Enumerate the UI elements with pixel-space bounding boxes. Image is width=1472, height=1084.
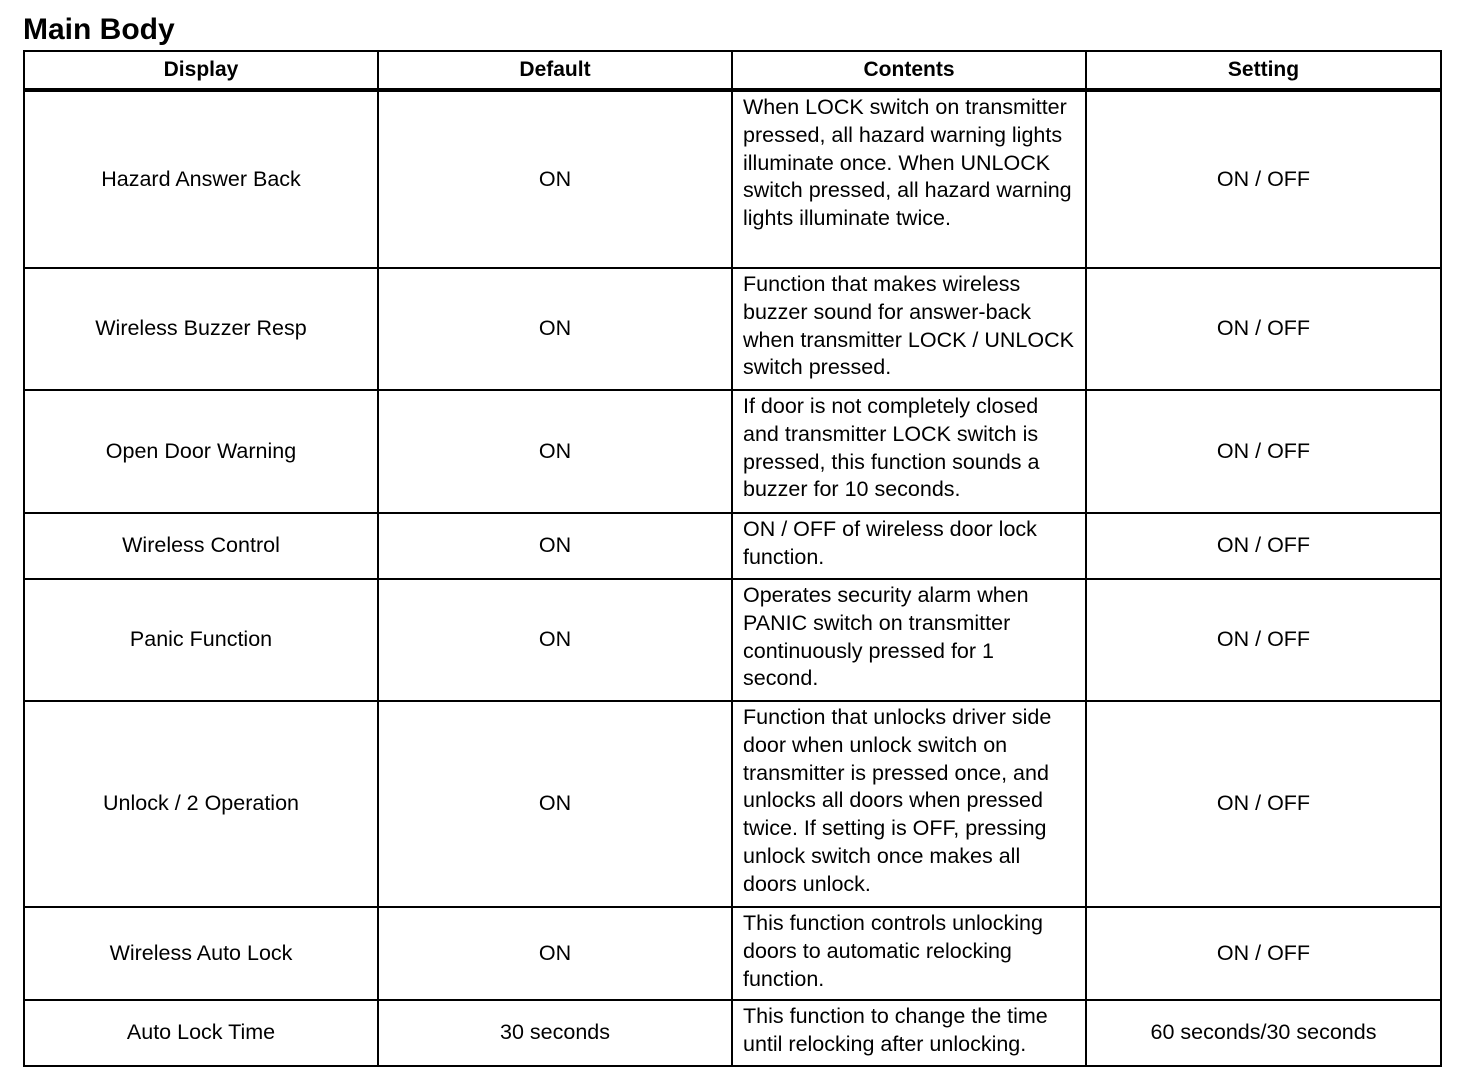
default-cell: ON bbox=[378, 579, 732, 701]
display-cell: Open Door Warning bbox=[24, 390, 378, 513]
display-cell: Auto Lock Time bbox=[24, 1000, 378, 1066]
header-row bbox=[24, 51, 1441, 90]
table-row bbox=[24, 701, 1441, 907]
contents-cell: ON / OFF of wireless door lock function. bbox=[732, 513, 1086, 579]
contents-cell: Function that makes wireless buzzer sound for answer-back when transmitter LOCK / UNLOCK switch pressed. bbox=[732, 268, 1086, 390]
default-cell: ON bbox=[378, 907, 732, 1000]
setting-cell: ON / OFF bbox=[1086, 701, 1441, 907]
contents-cell: This function controls unlocking doors to automatic relocking function. bbox=[732, 907, 1086, 1000]
contents-cell: When LOCK switch on transmitter pressed, all hazard warning lights illuminate once. When UNLOCK switch pressed, all hazard warning lights illuminate twice. bbox=[732, 90, 1086, 268]
contents-cell: This function to change the time until relocking after unlocking. bbox=[732, 1000, 1086, 1066]
table-row bbox=[24, 907, 1441, 1000]
table-row bbox=[24, 268, 1441, 390]
display-cell: Wireless Auto Lock bbox=[24, 907, 378, 1000]
table-row bbox=[24, 1000, 1441, 1066]
contents-cell: Function that unlocks driver side door when unlock switch on transmitter is pressed once, and unlocks all doors when pressed twice. If setting is OFF, pressing unlock switch once makes all doors unlock. bbox=[732, 701, 1086, 907]
contents-cell: Operates security alarm when PANIC switch on transmitter continuously pressed for 1 second. bbox=[732, 579, 1086, 701]
setting-cell: ON / OFF bbox=[1086, 907, 1441, 1000]
table-row bbox=[24, 579, 1441, 701]
setting-cell: ON / OFF bbox=[1086, 268, 1441, 390]
column-header-contents: Contents bbox=[732, 51, 1086, 90]
setting-cell: 60 seconds/30 seconds bbox=[1086, 1000, 1441, 1066]
default-cell: ON bbox=[378, 390, 732, 513]
default-cell: ON bbox=[378, 513, 732, 579]
column-header-display: Display bbox=[24, 51, 378, 90]
table-row bbox=[24, 90, 1441, 268]
settings-table bbox=[23, 50, 1442, 1067]
display-cell: Hazard Answer Back bbox=[24, 90, 378, 268]
setting-cell: ON / OFF bbox=[1086, 90, 1441, 268]
default-cell: 30 seconds bbox=[378, 1000, 732, 1066]
display-cell: Wireless Buzzer Resp bbox=[24, 268, 378, 390]
table-row bbox=[24, 390, 1441, 513]
contents-cell: If door is not completely closed and transmitter LOCK switch is pressed, this function sounds a buzzer for 10 seconds. bbox=[732, 390, 1086, 513]
display-cell: Wireless Control bbox=[24, 513, 378, 579]
display-cell: Panic Function bbox=[24, 579, 378, 701]
setting-cell: ON / OFF bbox=[1086, 579, 1441, 701]
default-cell: ON bbox=[378, 701, 732, 907]
column-header-default: Default bbox=[378, 51, 732, 90]
setting-cell: ON / OFF bbox=[1086, 390, 1441, 513]
default-cell: ON bbox=[378, 268, 732, 390]
page-title: Main Body bbox=[23, 13, 175, 46]
default-cell: ON bbox=[378, 90, 732, 268]
display-cell: Unlock / 2 Operation bbox=[24, 701, 378, 907]
setting-cell: ON / OFF bbox=[1086, 513, 1441, 579]
column-header-setting: Setting bbox=[1086, 51, 1441, 90]
table-row bbox=[24, 513, 1441, 579]
